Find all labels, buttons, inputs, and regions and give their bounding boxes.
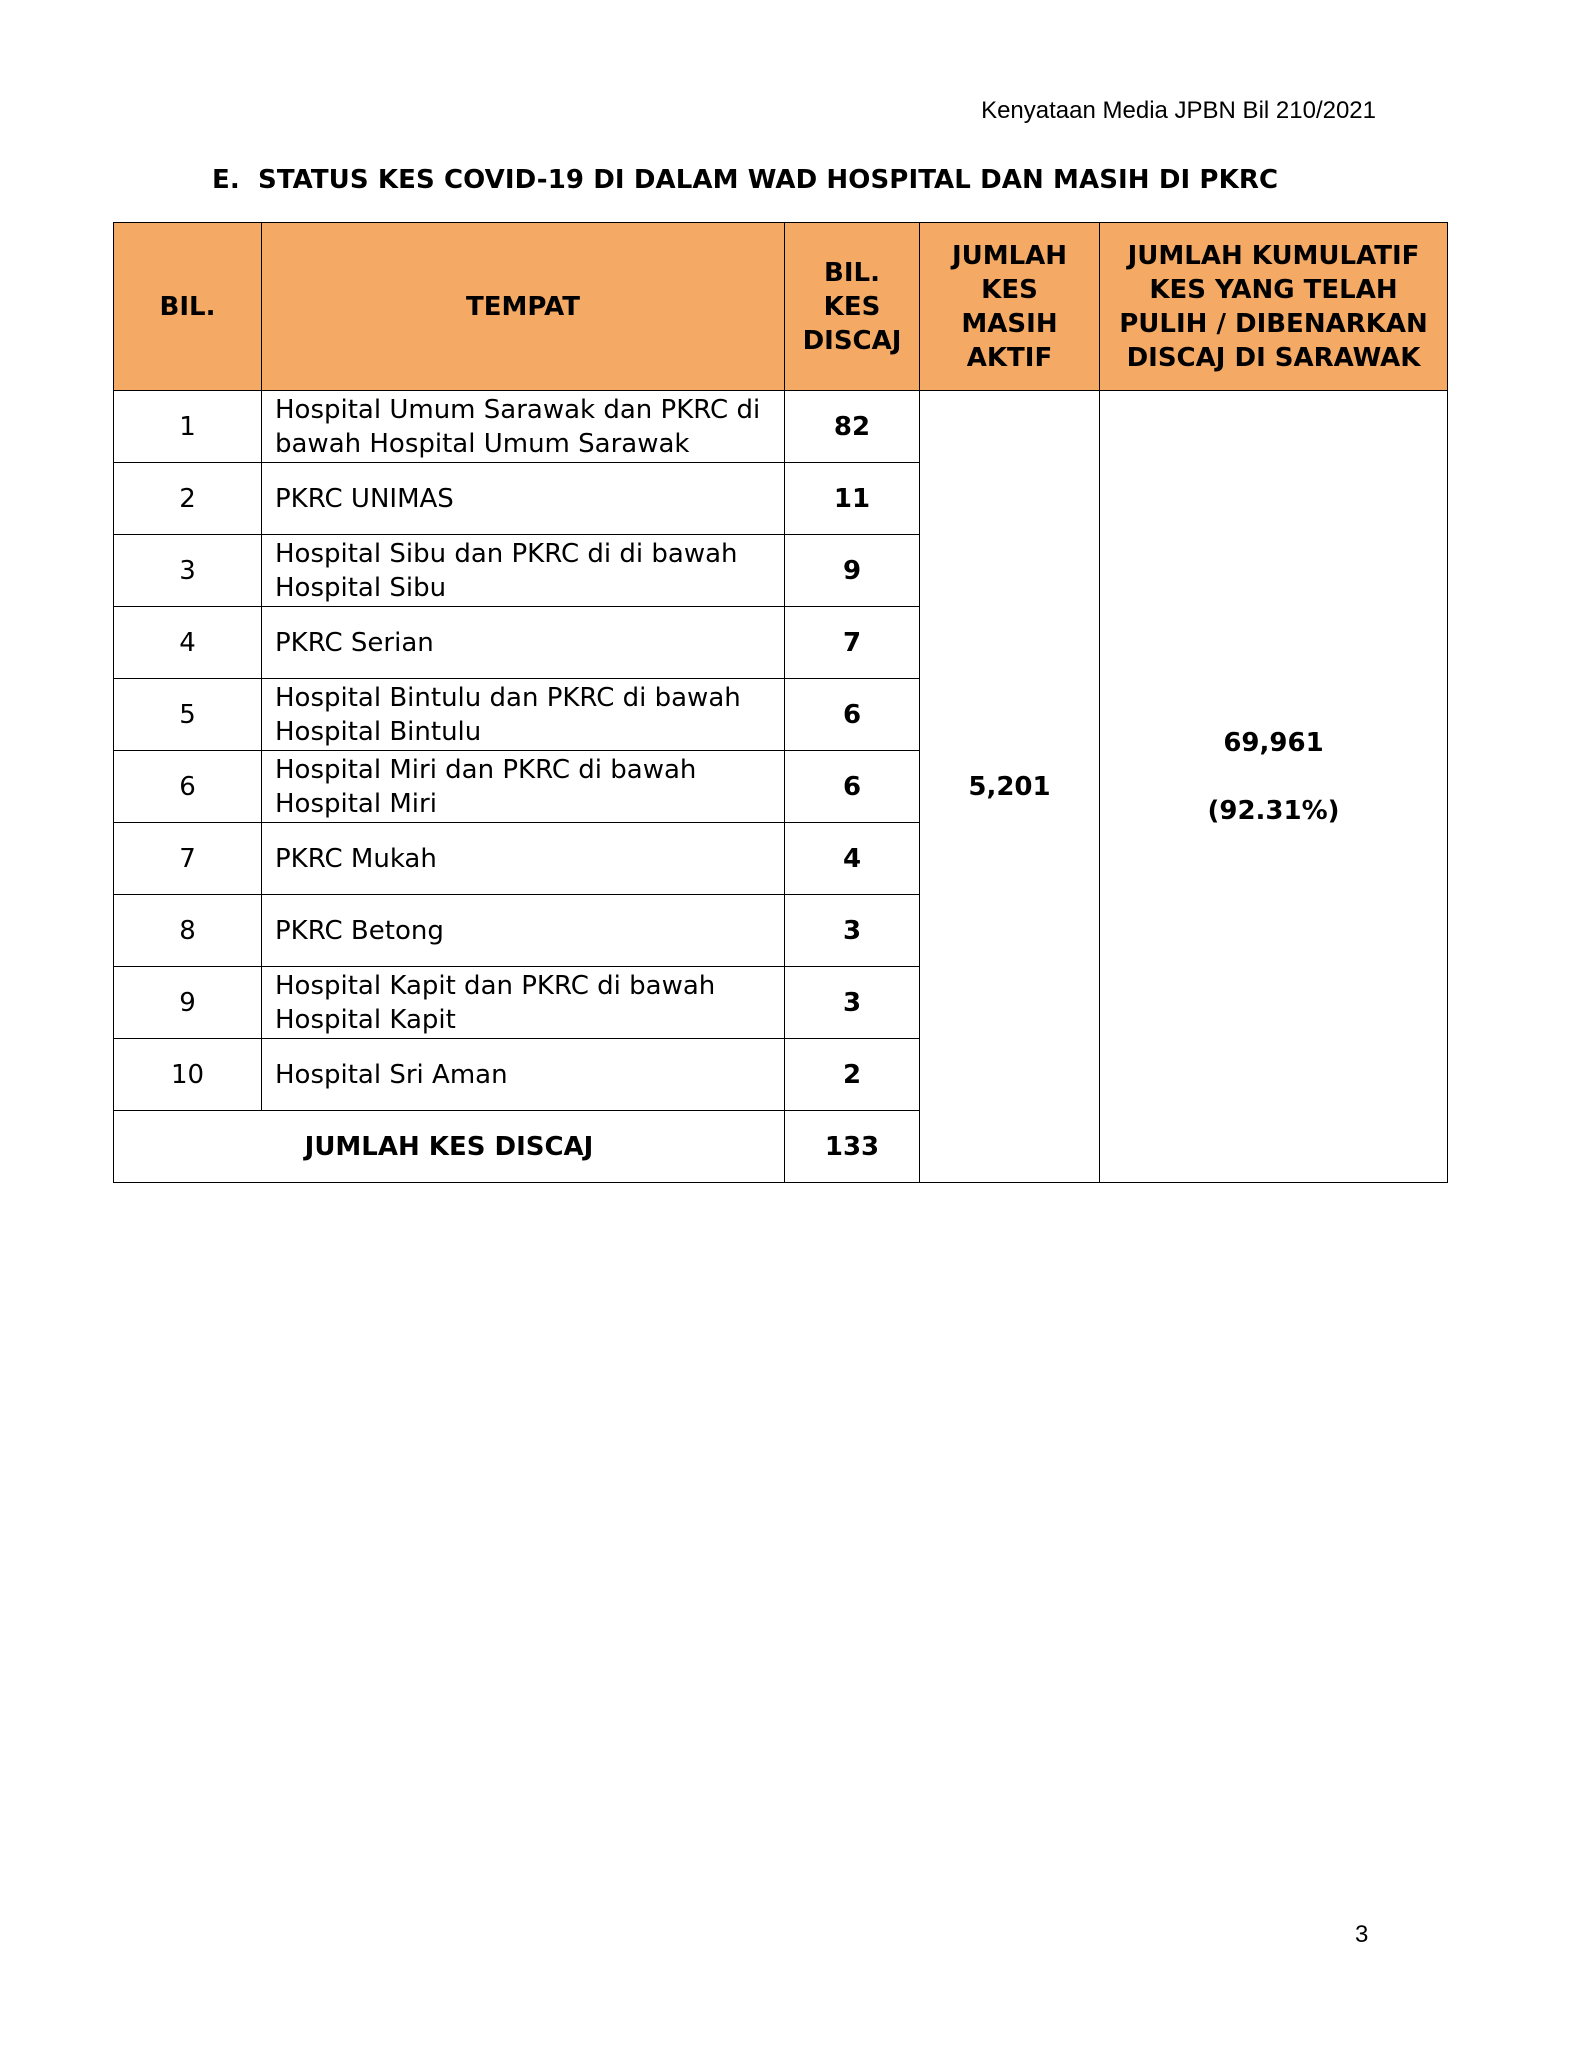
- section-heading: STATUS KES COVID-19 DI DALAM WAD HOSPITAL DAN MASIH DI PKRC: [258, 165, 1279, 195]
- header-kumulatif-label: JUMLAH KUMULATIF KES YANG TELAH PULIH / DIBENARKAN DISCAJ DI SARAWAK: [1119, 240, 1428, 373]
- row-bil: 2: [114, 463, 262, 535]
- row-discaj: 3: [785, 967, 920, 1039]
- section-title: [212, 165, 1278, 195]
- row-bil: 7: [114, 823, 262, 895]
- row-discaj: 11: [785, 463, 920, 535]
- header-kumulatif: [1100, 223, 1448, 391]
- row-tempat: Hospital Sri Aman: [262, 1039, 785, 1111]
- row-tempat: Hospital Bintulu dan PKRC di bawah Hospital Bintulu: [262, 679, 785, 751]
- row-bil: 4: [114, 607, 262, 679]
- header-tempat: TEMPAT: [262, 223, 785, 391]
- active-cases-value: 5,201: [968, 771, 1051, 802]
- row-tempat: PKRC UNIMAS: [262, 463, 785, 535]
- document-reference: Kenyataan Media JPBN Bil 210/2021: [981, 97, 1376, 124]
- header-aktif-label: JUMLAH KES MASIH AKTIF: [951, 240, 1068, 373]
- row-tempat: PKRC Mukah: [262, 823, 785, 895]
- header-discaj: [785, 223, 920, 391]
- header-bil: BIL.: [114, 223, 262, 391]
- active-cases-cell: [920, 391, 1100, 1183]
- row-discaj: 4: [785, 823, 920, 895]
- row-discaj: 82: [785, 391, 920, 463]
- row-tempat: PKRC Betong: [262, 895, 785, 967]
- total-label: JUMLAH KES DISCAJ: [114, 1111, 785, 1183]
- row-tempat: Hospital Kapit dan PKRC di bawah Hospital Kapit: [262, 967, 785, 1039]
- row-discaj: 6: [785, 751, 920, 823]
- row-tempat: Hospital Miri dan PKRC di bawah Hospital Miri: [262, 751, 785, 823]
- row-bil: 9: [114, 967, 262, 1039]
- row-bil: 10: [114, 1039, 262, 1111]
- row-bil: 6: [114, 751, 262, 823]
- total-discaj: 133: [785, 1111, 920, 1183]
- cumulative-value: 69,961: [1223, 727, 1324, 758]
- row-bil: 1: [114, 391, 262, 463]
- row-tempat: Hospital Sibu dan PKRC di di bawah Hospital Sibu: [262, 535, 785, 607]
- row-bil: 5: [114, 679, 262, 751]
- section-letter: E.: [212, 165, 240, 195]
- table-row: [114, 391, 1448, 463]
- page-number: 3: [1355, 1921, 1369, 1948]
- table-header-row: [114, 223, 1448, 391]
- status-table: [113, 222, 1448, 1183]
- row-discaj: 9: [785, 535, 920, 607]
- row-discaj: 6: [785, 679, 920, 751]
- header-aktif: [920, 223, 1100, 391]
- row-discaj: 2: [785, 1039, 920, 1111]
- cumulative-cell: [1100, 391, 1448, 1183]
- row-discaj: 3: [785, 895, 920, 967]
- header-discaj-label: BIL. KES DISCAJ: [802, 257, 902, 356]
- row-tempat: PKRC Serian: [262, 607, 785, 679]
- row-discaj: 7: [785, 607, 920, 679]
- row-bil: 3: [114, 535, 262, 607]
- row-bil: 8: [114, 895, 262, 967]
- row-tempat: Hospital Umum Sarawak dan PKRC di bawah Hospital Umum Sarawak: [262, 391, 785, 463]
- cumulative-percent: (92.31%): [1207, 795, 1340, 826]
